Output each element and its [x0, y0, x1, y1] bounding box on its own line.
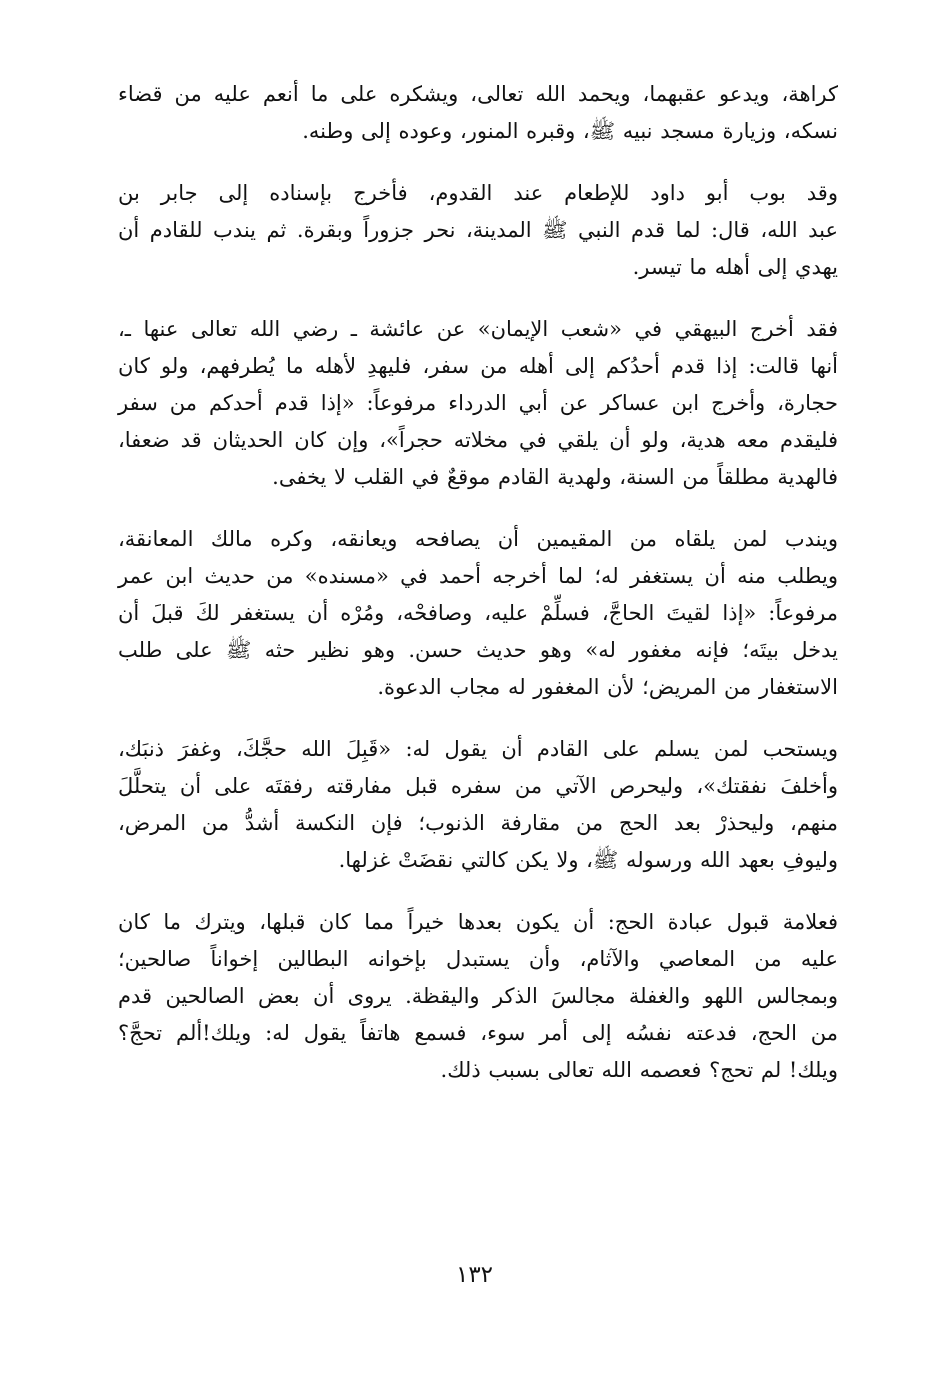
text-line: مرفوعاً: «إذا لقيتَ الحاجَّ، فسلِّمْ عليه، وصافحْه، ومُرْه أن يستغفر لكَ قبلَ أن — [118, 601, 838, 625]
text-line: نسكه، وزيارة مسجد نبيه ﷺ، وقبره المنور، وعوده إلى وطنه. — [302, 119, 838, 143]
text-line: فعلامة قبول عبادة الحج: أن يكون بعدها خيراً مما كان قبلها، ويترك ما كان — [118, 910, 838, 934]
paragraph-1 — [118, 76, 838, 150]
paragraph-5 — [118, 731, 838, 879]
text-line: عبد الله، قال: لما قدم النبي ﷺ المدينة، نحر جزوراً وبقرة. ثم يندب للقادم أن — [118, 218, 838, 242]
text-line: وبمجالس اللهو والغفلة مجالسَ الذكر واليقظة. يروى أن بعض الصالحين قدم — [118, 984, 838, 1008]
text-line: حجارة، وأخرج ابن عساكر عن أبي الدرداء مرفوعاً: «إذا قدم أحدكم من سفر — [118, 391, 838, 415]
paragraph-4 — [118, 521, 838, 706]
text-line: كراهة، ويدعو عقبهما، ويحمد الله تعالى، ويشكره على ما أنعم عليه من قضاء — [118, 82, 838, 106]
text-line: الاستغفار من المريض؛ لأن المغفور له مجاب الدعوة. — [377, 675, 838, 699]
text-line: منهم، وليحذرْ بعد الحج من مقارفة الذنوب؛ فإن النكسة أشدُّ من المرض، — [118, 811, 838, 835]
text-line: عليه من المعاصي والآثام، وأن يستبدل بإخوانه البطالين إخواناً صالحين؛ — [118, 947, 838, 971]
text-line: فليقدم معه هدية، ولو أن يلقي في مخلاته حجراً»، وإن كان الحديثان قد ضعفا، — [118, 428, 838, 452]
text-line: ويندب لمن يلقاه من المقيمين أن يصافحه ويعانقه، وكره مالك المعانقة، — [118, 527, 838, 551]
body-text — [118, 76, 838, 1114]
text-line: فقد أخرج البيهقي في «شعب الإيمان» عن عائشة ـ رضي الله تعالى عنها ـ، — [118, 317, 838, 341]
text-line: وقد بوب أبو داود للإطعام عند القدوم، فأخرج بإسناده إلى جابر بن — [118, 181, 838, 205]
paragraph-3 — [118, 311, 838, 496]
text-line: ويطلب منه أن يستغفر له؛ لما أخرجه أحمد في «مسنده» من حديث ابن عمر — [118, 564, 838, 588]
text-line: يدخل بيتَه؛ فإنه مغفور له» وهو حديث حسن. وهو نظير حثه ﷺ على طلب — [118, 638, 838, 662]
text-line: ويلك! لم تحج؟ فعصمه الله تعالى بسبب ذلك. — [440, 1058, 838, 1082]
text-line: أنها قالت: إذا قدم أحدُكم إلى أهله من سفر، فليهدِ لأهله ما يُطرفهم، ولو كان — [118, 354, 838, 378]
paragraph-2 — [118, 175, 838, 286]
text-line: من الحج، فدعته نفسُه إلى أمر سوء، فسمع هاتفاً يقول له: ويلك!ألم تحجَّ؟ — [118, 1021, 838, 1045]
text-line: يهدي إلى أهله ما تيسر. — [632, 255, 838, 279]
page-number: ١٣٢ — [455, 1262, 494, 1288]
text-line: ويستحب لمن يسلم على القادم أن يقول له: «قَبِلَ الله حجَّكَ، وغفرَ ذنبَك، — [118, 737, 838, 761]
text-line: وليوفِ بعهد الله ورسوله ﷺ، ولا يكن كالتي نقضَتْ غزلها. — [338, 848, 838, 872]
paragraph-6 — [118, 904, 838, 1089]
text-line: وأخلفَ نفقتك»، وليحرص الآتي من سفره قبل مفارقته رفقتَه على أن يتحلَّلَ — [118, 774, 838, 798]
text-line: فالهدية مطلقاً من السنة، ولهدية القادم موقعٌ في القلب لا يخفى. — [272, 465, 838, 489]
